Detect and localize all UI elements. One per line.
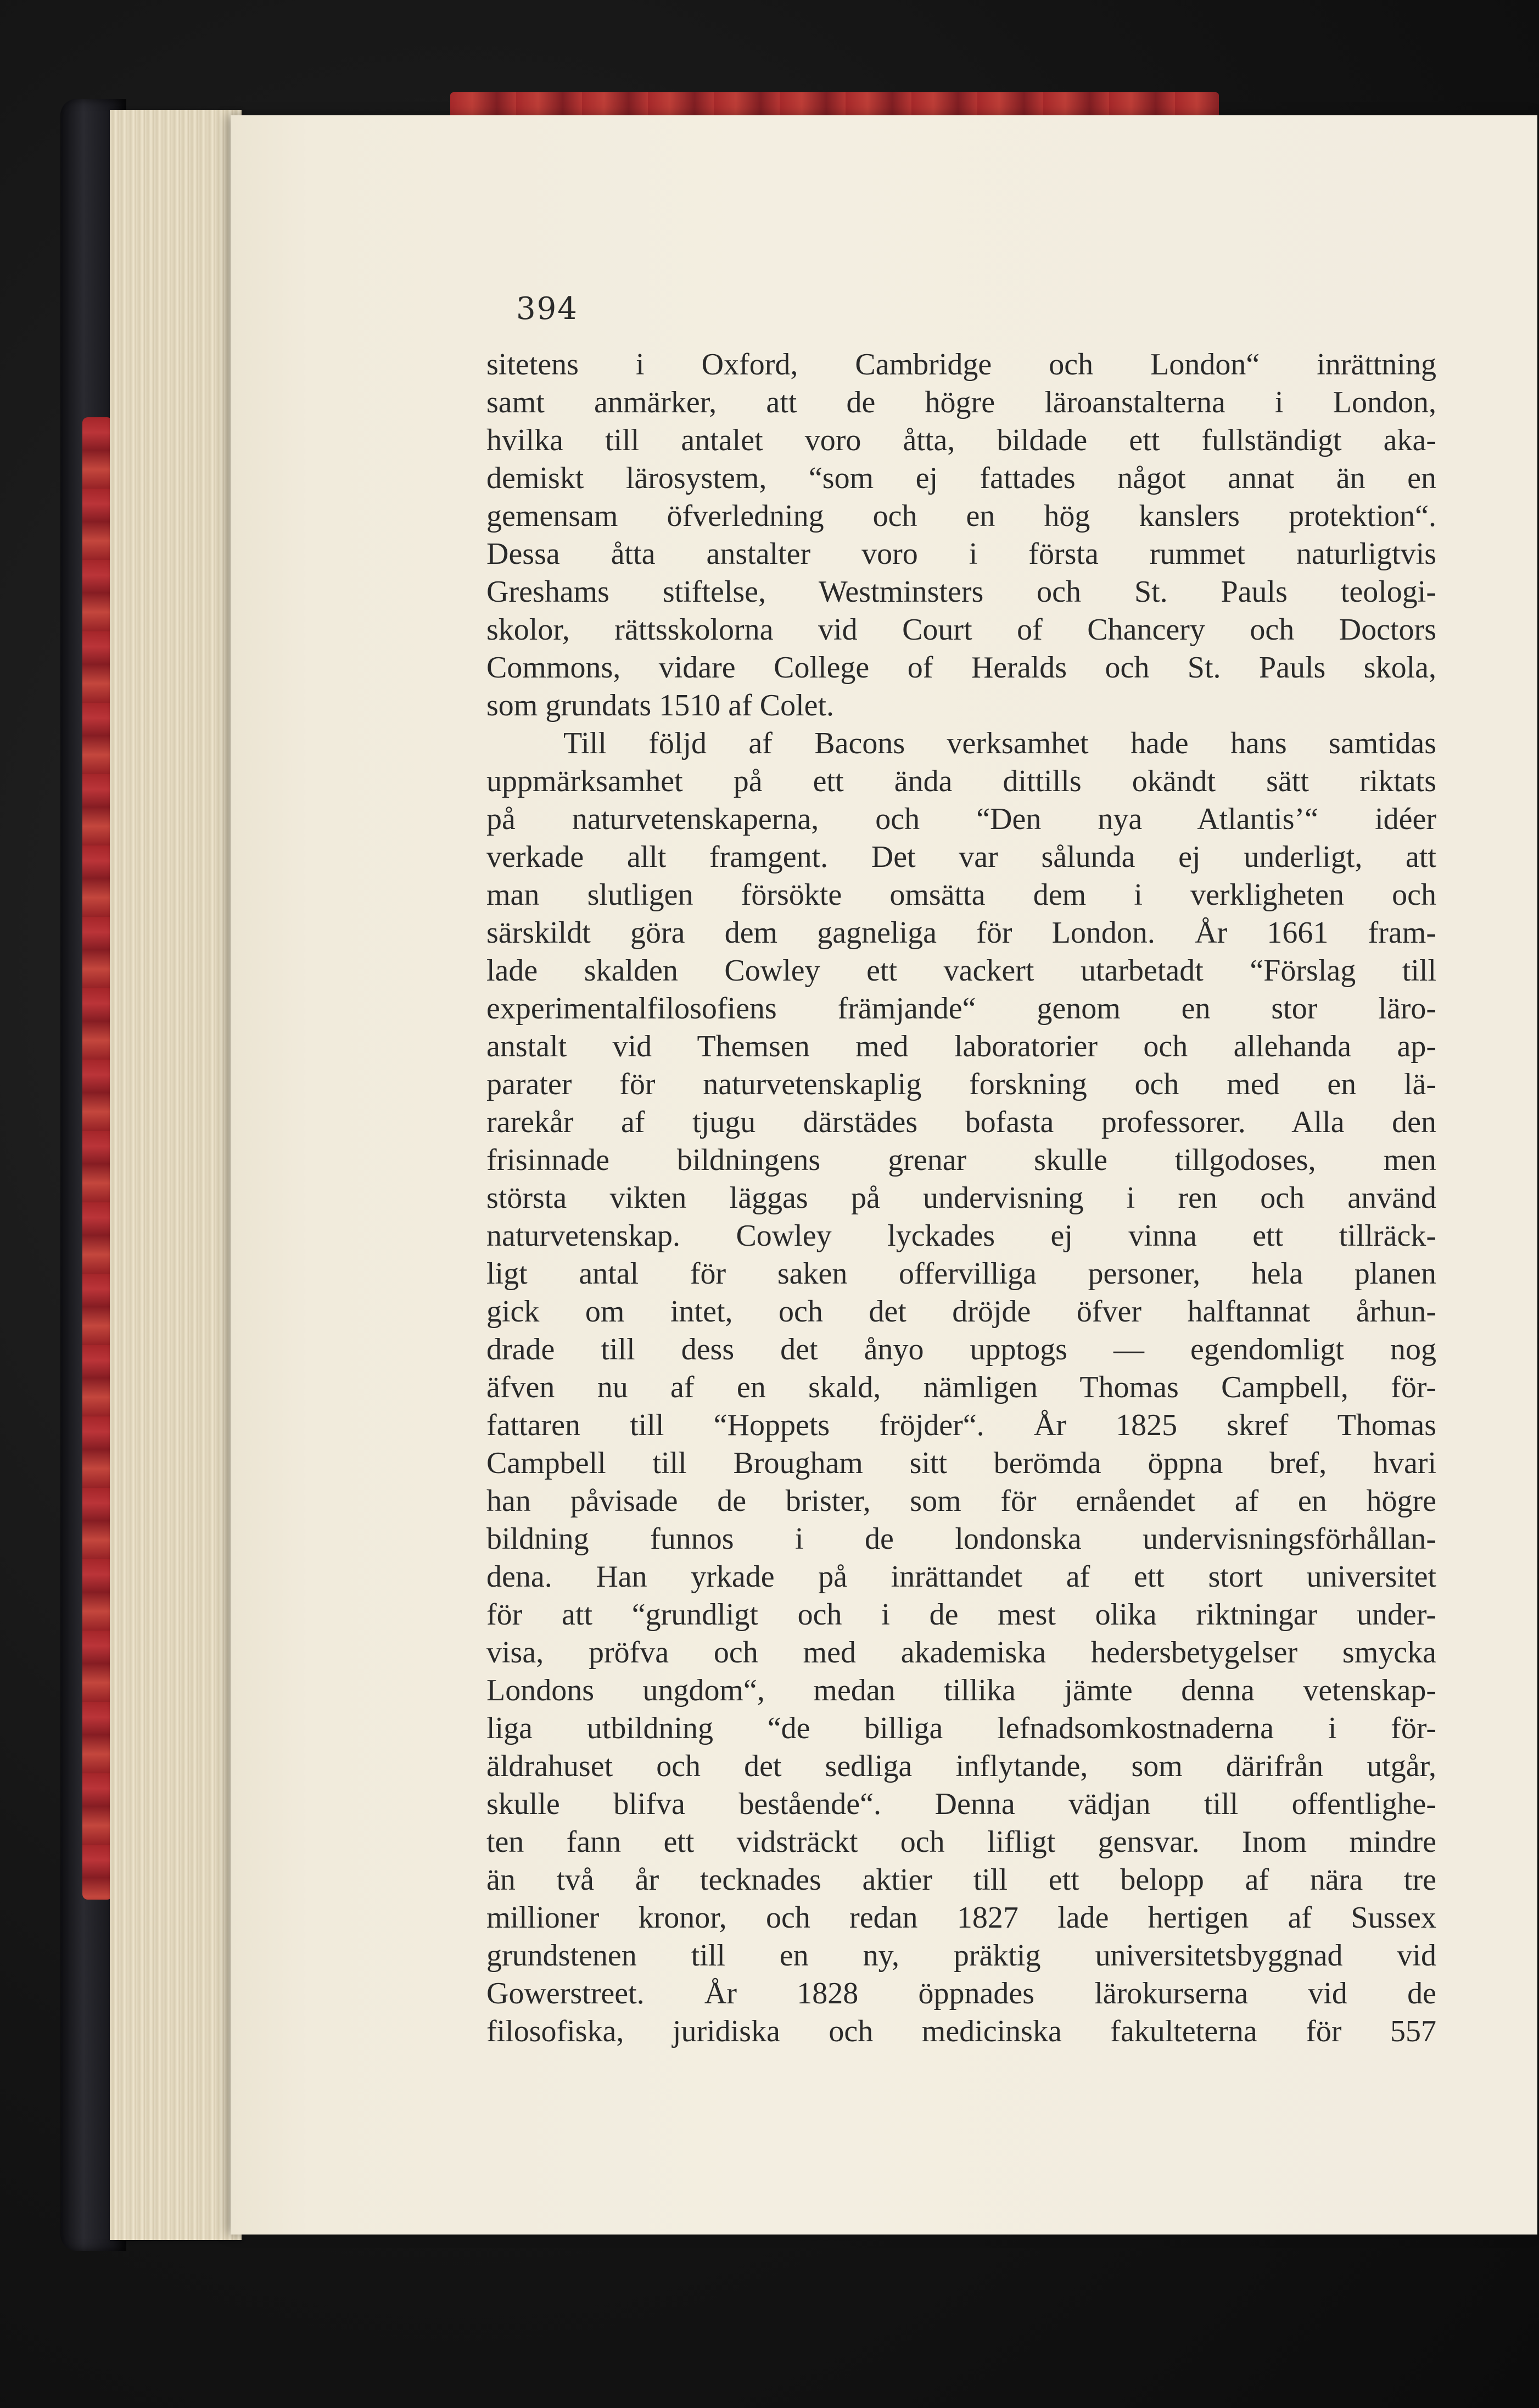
text-line: uppmärksamhet på ett ända dittills okändt sätt riktats xyxy=(486,764,1436,798)
text-line: drade till dess det ånyo upptogs — egendomligt nog xyxy=(486,1332,1436,1367)
text-line: ten fann ett vidsträckt och lifligt gensvar. Inom mindre xyxy=(486,1825,1436,1859)
text-line: Commons, vidare College of Heralds och St. Pauls skola, xyxy=(486,651,1436,685)
text-line: som grundats 1510 af Colet. xyxy=(486,688,835,723)
text-line: verkade allt framgent. Det var sålunda ej underligt, att xyxy=(486,840,1436,874)
text-line: Dessa åtta anstalter voro i första rummet naturligtvis xyxy=(486,537,1436,571)
text-line: Campbell till Brougham sitt berömda öppna bref, hvari xyxy=(486,1446,1436,1480)
text-line: han påvisade de brister, som för ernåendet af en högre xyxy=(486,1484,1436,1518)
text-line: största vikten läggas på undervisning i ren och använd xyxy=(486,1181,1436,1215)
page-stack xyxy=(110,110,242,2240)
text-line: frisinnade bildningens grenar skulle tillgodoses, men xyxy=(486,1143,1436,1177)
body-text xyxy=(486,346,1436,2051)
text-line: Till följd af Bacons verksamhet hade hans samtidas xyxy=(563,726,1436,760)
red-page-edge xyxy=(82,417,113,1900)
text-line: visa, pröfva och med akademiska hedersbetygelser smycka xyxy=(486,1636,1436,1670)
text-line: anstalt vid Themsen med laboratorier och allehanda ap- xyxy=(486,1029,1436,1063)
text-line: skolor, rättsskolorna vid Court of Chancery och Doctors xyxy=(486,613,1436,647)
text-line: äfven nu af en skald, nämligen Thomas Campbell, för- xyxy=(486,1370,1436,1404)
text-line: sitetens i Oxford, Cambridge och London“ inrättning xyxy=(486,348,1436,382)
text-line: filosofiska, juridiska och medicinska fakulteterna för 557 xyxy=(486,2014,1436,2048)
text-line: skulle blifva bestående“. Denna vädjan till offentlighe- xyxy=(486,1787,1436,1821)
text-line: dena. Han yrkade på inrättandet af ett stort universitet xyxy=(486,1560,1436,1594)
text-line: bildning funnos i de londonska undervisningsförhållan- xyxy=(486,1522,1436,1556)
text-line: man slutligen försökte omsätta dem i verkligheten och xyxy=(486,878,1436,912)
text-line: grundstenen till en ny, präktig universitetsbyggnad vid xyxy=(486,1939,1436,1973)
text-line: äldrahuset och det sedliga inflytande, som därifrån utgår, xyxy=(486,1749,1436,1783)
text-line: liga utbildning “de billiga lefnadsomkostnaderna i för- xyxy=(486,1711,1436,1745)
text-line: lade skalden Cowley ett vackert utarbetadt “Förslag till xyxy=(486,954,1436,988)
red-top-edge xyxy=(450,92,1219,119)
page-number: 394 xyxy=(516,291,578,327)
text-line: särskildt göra dem gagneliga för London. År 1661 fram- xyxy=(486,916,1436,950)
text-line: gick om intet, och det dröjde öfver halftannat århun- xyxy=(486,1295,1436,1329)
text-line: rarekår af tjugu därstädes bofasta professorer. Alla den xyxy=(486,1105,1436,1139)
text-line: Londons ungdom“, medan tillika jämte denna vetenskap- xyxy=(486,1673,1436,1707)
text-line: fattaren till “Hoppets fröjder“. År 1825 skref Thomas xyxy=(486,1408,1436,1442)
text-line: på naturvetenskaperna, och “Den nya Atlantis’“ idéer xyxy=(486,802,1436,836)
text-line: demiskt lärosystem, “som ej fattades något annat än en xyxy=(486,461,1436,495)
text-line: Gowerstreet. År 1828 öppnades lärokurserna vid de xyxy=(486,1976,1436,2011)
text-line: experimentalfilosofiens främjande“ genom en stor läro- xyxy=(486,992,1436,1026)
text-line: naturvetenskap. Cowley lyckades ej vinna ett tillräck- xyxy=(486,1219,1436,1253)
text-line: samt anmärker, att de högre läroanstalterna i London, xyxy=(486,385,1436,419)
text-line: parater för naturvetenskaplig forskning och med en lä- xyxy=(486,1067,1436,1101)
text-line: för att “grundligt och i de mest olika riktningar under- xyxy=(486,1598,1436,1632)
text-line: ligt antal för saken offervilliga personer, hela planen xyxy=(486,1257,1436,1291)
text-line: än två år tecknades aktier till ett belopp af nära tre xyxy=(486,1863,1436,1897)
text-line: Greshams stiftelse, Westminsters och St. Pauls teologi- xyxy=(486,575,1436,609)
text-line: hvilka till antalet voro åtta, bildade ett fullständigt aka- xyxy=(486,423,1436,457)
text-line: gemensam öfverledning och en hög kanslers protektion“. xyxy=(486,499,1436,533)
text-line: millioner kronor, och redan 1827 lade hertigen af Sussex xyxy=(486,1901,1436,1935)
